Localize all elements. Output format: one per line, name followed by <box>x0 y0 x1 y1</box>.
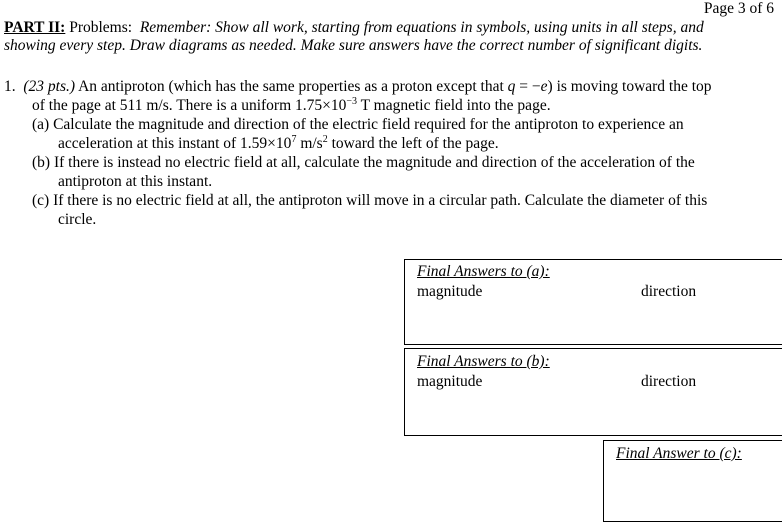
accel-exponent: 7 <box>291 134 297 145</box>
problem-text-2b: T magnetic field into the page. <box>357 97 551 114</box>
answer-box-b-direction-label: direction <box>641 373 697 390</box>
field-exponent: −3 <box>346 96 358 107</box>
part-a-text: acceleration at this instant of 1.59×10 <box>58 135 292 152</box>
part-a-line-2 <box>58 135 499 153</box>
problems-word: Problems: <box>65 19 133 36</box>
problem-line-1 <box>4 78 712 96</box>
page-number: Page 3 of 6 <box>703 0 774 17</box>
part-a-text-end: toward the left of the page. <box>327 135 499 152</box>
part-c-line-2: circle. <box>58 211 97 228</box>
part-label: PART II: <box>4 19 66 36</box>
intro-line-1 <box>4 19 704 37</box>
charge-variable: q <box>507 78 516 95</box>
answer-box-a[interactable] <box>404 259 782 345</box>
intro-instructions-1: Remember: Show all work, starting from equations in symbols, using units in all steps, and <box>139 19 704 36</box>
answer-box-c-title: Final Answer to (c): <box>616 445 742 462</box>
answer-box-a-magnitude-label: magnitude <box>417 283 483 300</box>
part-b-line-2: antiproton at this instant. <box>58 173 213 190</box>
answer-box-b[interactable] <box>404 348 782 436</box>
part-a-line-1: (a) Calculate the magnitude and direction of the electric field required for the antiproton to experience an <box>32 116 684 133</box>
part-a-units: m/s <box>296 135 323 152</box>
answer-box-b-title: Final Answers to (b): <box>417 353 550 370</box>
units-exponent: 2 <box>322 134 328 145</box>
problem-text: An antiproton (which has the same properties as a proton except that <box>78 78 508 95</box>
problem-points: (23 pts.) <box>23 78 76 95</box>
answer-box-a-direction-label: direction <box>641 283 697 300</box>
problem-text-2: of the page at 511 m/s. There is a uniform 1.75×10 <box>32 97 347 114</box>
answer-box-a-title: Final Answers to (a): <box>417 263 550 280</box>
problem-line-2 <box>32 97 551 115</box>
equals-sign: = − <box>515 78 541 95</box>
part-c-line-1: (c) If there is no electric field at all, the antiproton will move in a circular path. Calculate the diameter of this <box>32 192 708 209</box>
problem-number: 1. <box>4 78 16 95</box>
part-b-line-1: (b) If there is instead no electric field at all, calculate the magnitude and direction of the acceleration of the <box>32 154 695 171</box>
problem-text-cont: ) is moving toward the top <box>547 78 712 95</box>
answer-box-b-magnitude-label: magnitude <box>417 373 483 390</box>
intro-instructions-2: showing every step. Draw diagrams as needed. Make sure answers have the correct number of significant digits. <box>4 37 703 54</box>
elementary-charge-variable: e <box>540 78 548 95</box>
